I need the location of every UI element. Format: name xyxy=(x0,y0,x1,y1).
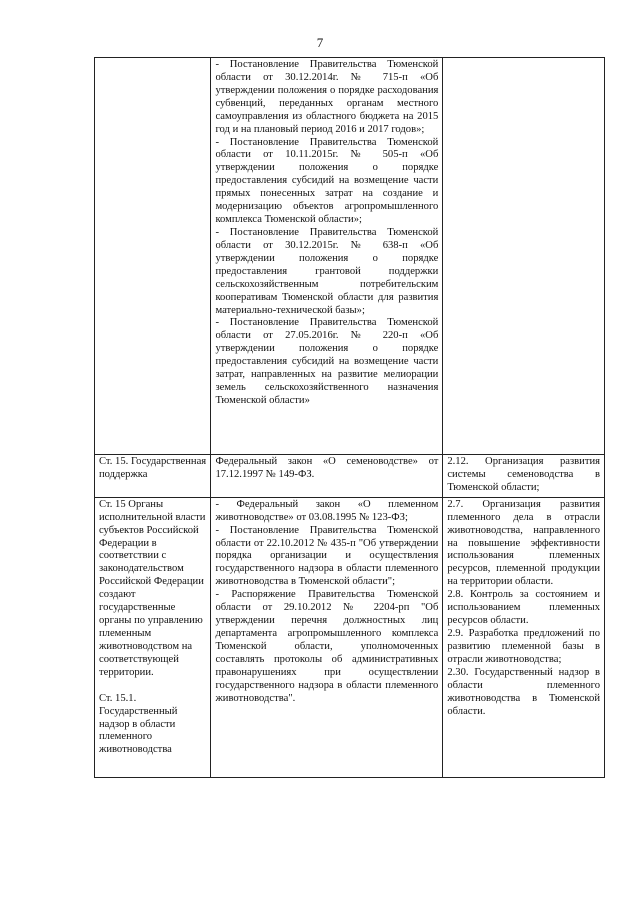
functions-cell xyxy=(443,58,605,455)
article-text: Ст. 15. Государственная поддержка xyxy=(99,456,207,480)
document-table xyxy=(94,57,605,778)
legal-act-item: Федеральный закон «О семеноводстве» от 17.12.1997 № 149-ФЗ. xyxy=(215,456,439,480)
legal-act-item: - Федеральный закон «О племенном животноводстве» от 03.08.1995 № 123-ФЗ; xyxy=(215,498,439,523)
article-text: Ст. 15 Органы исполнительной власти субъектов Российской Федерации в соответствии с законодательством Российской Федерации создают государственные органы по управлению племенным животноводством на соответствующей территории. xyxy=(99,498,206,678)
function-item: 2.9. Разработка предложений по развитию племенной базы в отрасли животноводства; xyxy=(447,627,600,665)
table-row xyxy=(95,455,605,498)
function-item: 2.7. Организация развития племенного дела в отрасли животноводства, направленного на повышение эффективности использования племенных ресурсов, племенной продукции на территории области. xyxy=(447,498,600,588)
legal-act-item: - Постановление Правительства Тюменской области от 22.10.2012 № 435-п "Об утверждении порядка организации и осуществления государственного надзора в области племенного животноводства в Тюменской области"; xyxy=(215,524,439,588)
article-cell xyxy=(95,497,211,777)
function-item: 2.12. Организация развития системы семеноводства в Тюменской области; xyxy=(447,456,600,493)
table-row xyxy=(95,58,605,455)
article-cell xyxy=(95,455,211,498)
function-item: 2.8. Контроль за состоянием и использованием племенных ресурсов области. xyxy=(447,589,600,627)
table-row xyxy=(95,497,605,777)
function-item: 2.30. Государственный надзор в области племенного животноводства в Тюменской области. xyxy=(447,666,600,717)
legal-acts-cell xyxy=(211,58,443,455)
article-text: Ст. 15.1. Государственный надзор в области племенного животноводства xyxy=(99,692,178,756)
functions-cell xyxy=(443,455,605,498)
legal-act-item: - Постановление Правительства Тюменской области от 10.11.2015г. № 505-п «Об утверждении положения о порядке предоставления субсидий на возмещение части прямых понесенных затрат на создание и модернизацию объектов агропромышленного комплекса Тюменской области»; xyxy=(215,136,439,226)
page-number: 7 xyxy=(316,35,324,50)
legal-act-item: - Постановление Правительства Тюменской области от 30.12.2015г. № 638-п «Об утверждении положения о порядке предоставления грантовой поддержки сельскохозяйственным потребительским кооперативам Тюменской области для развития материально-технической базы»; xyxy=(215,226,439,316)
legal-act-item: - Постановление Правительства Тюменской области от 27.05.2016г. № 220-п «Об утверждении положения о порядке предоставления субсидий на возмещение части затрат, направленных на развитие мелиорации земель сельскохозяйственного назначения Тюменской области» xyxy=(215,317,439,406)
legal-acts-cell xyxy=(211,497,443,777)
functions-cell xyxy=(443,497,605,777)
legal-act-item: - Распоряжение Правительства Тюменской области от 29.10.2012 № 2204-рп "Об утверждении перечня должностных лиц департамента агропромышленного комплекса Тюменской области, уполномоченных составлять протоколы об административных правонарушениях при осуществлении государственного надзора в области племенного животноводства". xyxy=(215,589,439,704)
legal-acts-cell xyxy=(211,455,443,498)
legal-act-item: - Постановление Правительства Тюменской области от 30.12.2014г. № 715-п «Об утверждении положения о порядке расходования субвенций, переданных органам местного самоуправления из областного бюджета на 2015 год и на плановый период 2016 и 2017 годов»; xyxy=(215,59,439,135)
article-cell xyxy=(95,58,211,455)
